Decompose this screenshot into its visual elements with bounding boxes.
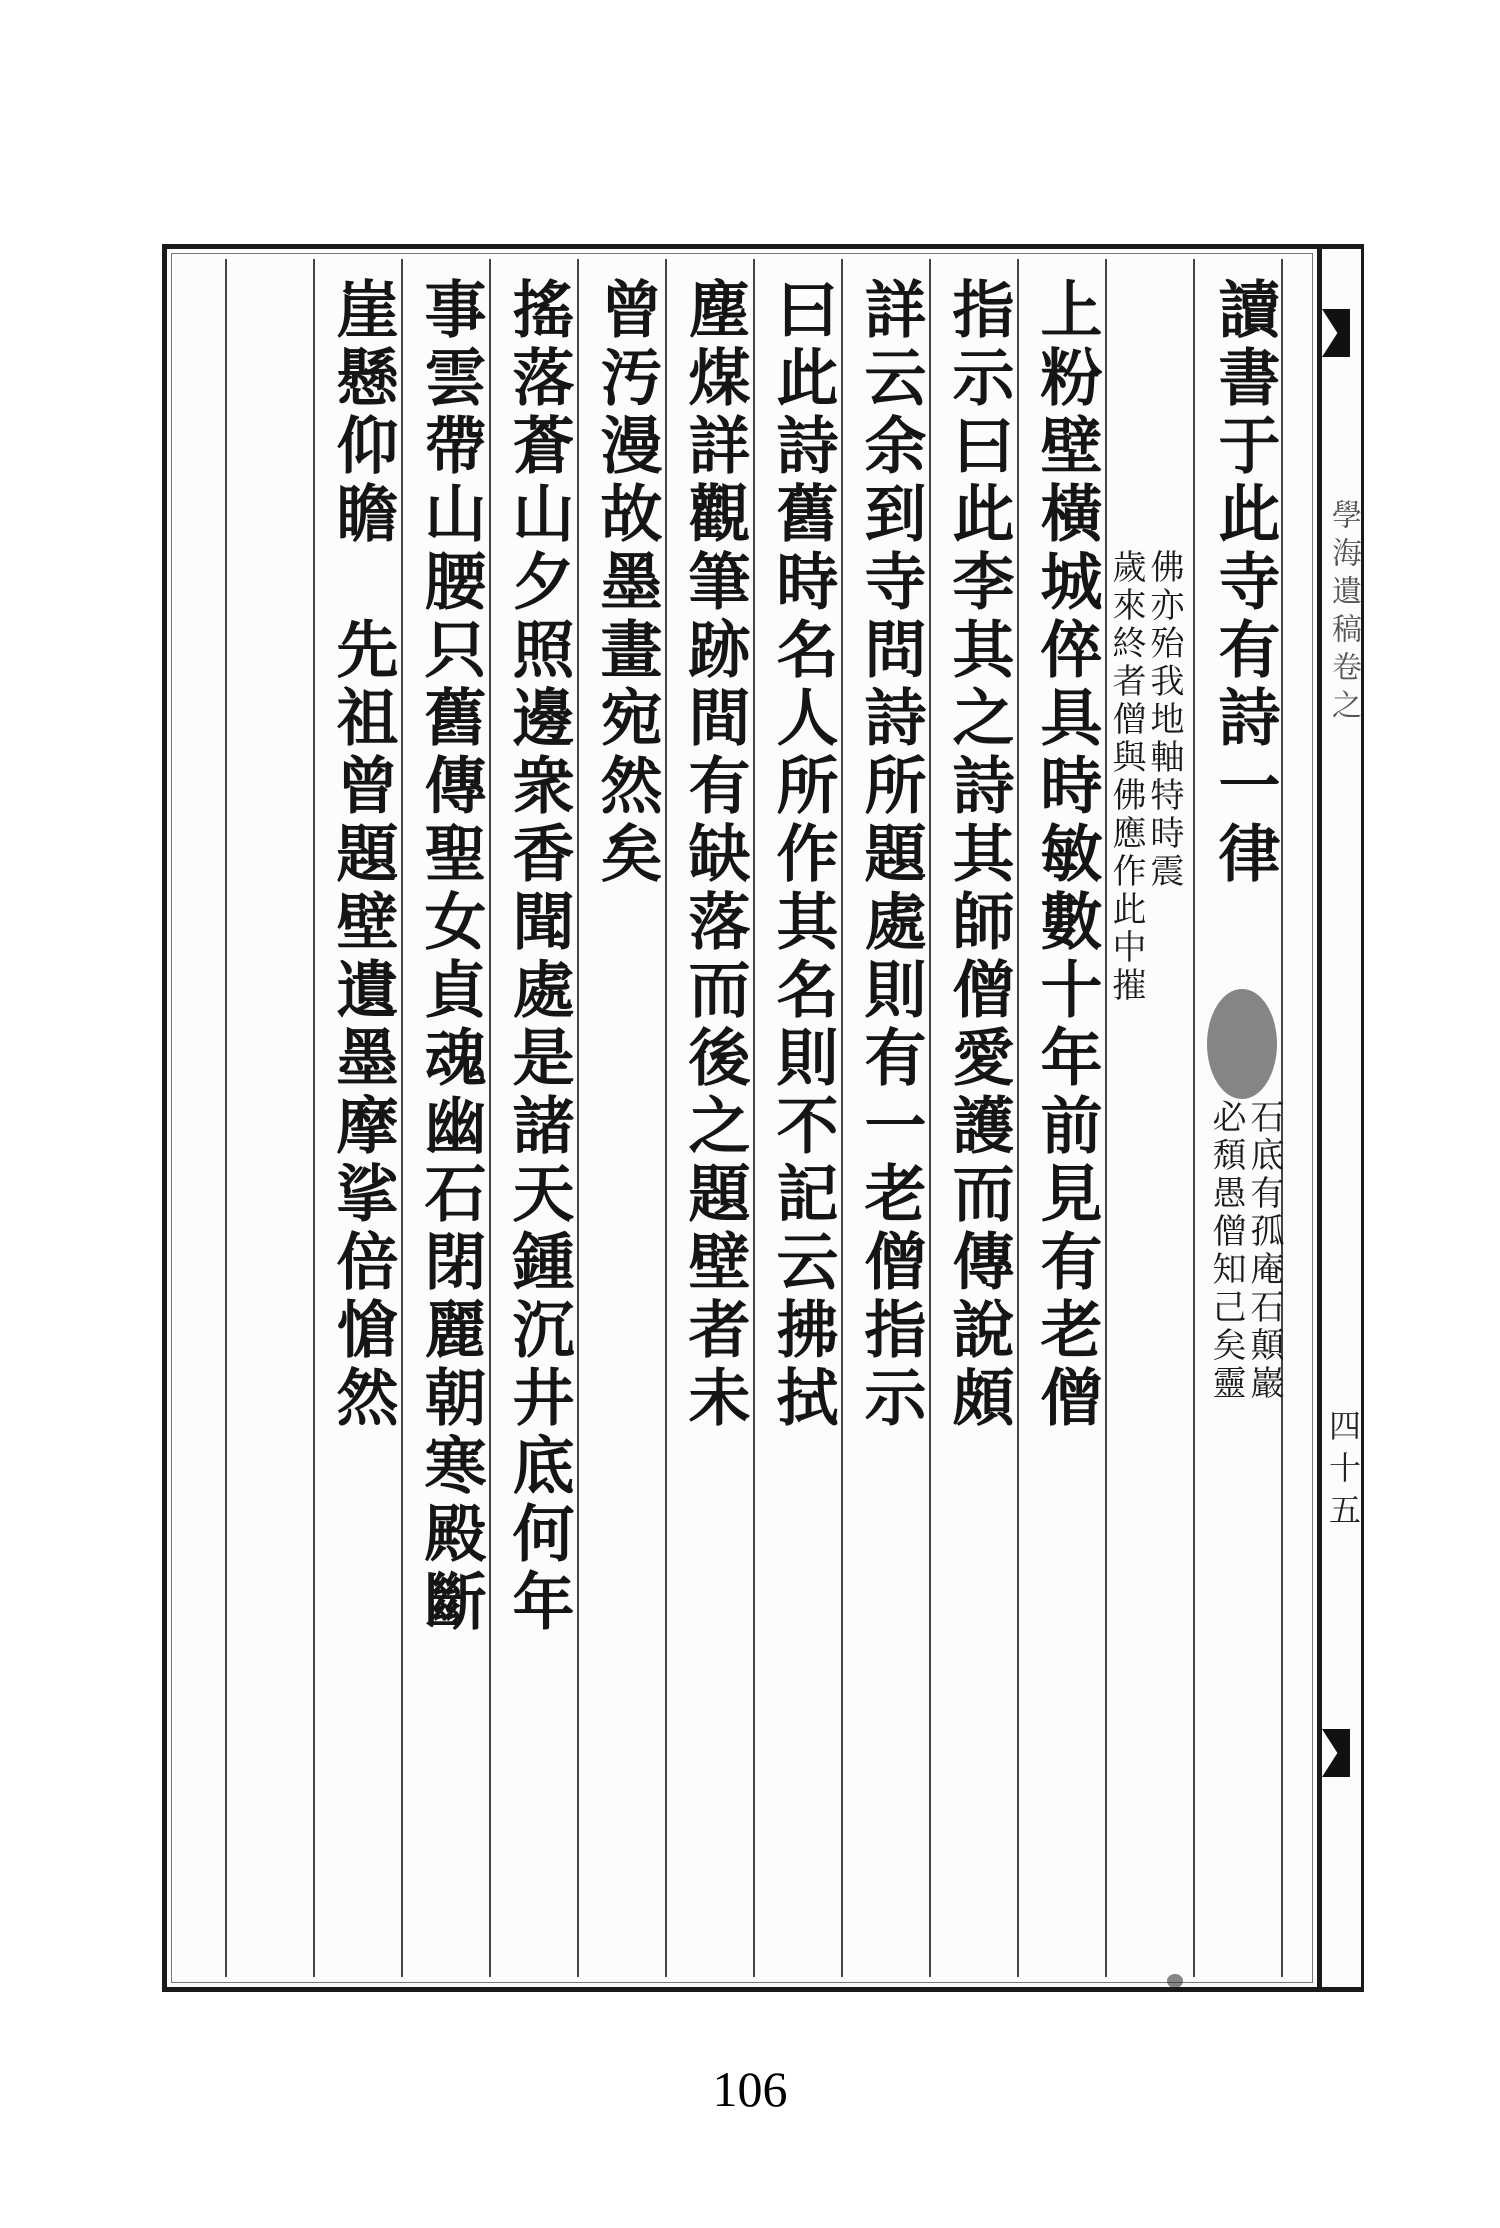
annotation-column: 必頹愚僧知己矣靈	[1206, 1099, 1246, 1403]
column-rule	[929, 259, 931, 1977]
text-block	[162, 244, 1322, 1992]
text-column: 上粉壁橫城倅具時敏數十年前見有老僧	[1030, 277, 1103, 1433]
text-column: 讀書于此寺有詩一律	[1208, 277, 1281, 889]
annotation-column: 歲來終者僧與佛應作此中摧	[1106, 549, 1146, 1005]
poem-column: 搖落蒼山夕照邊衆香聞處是諸天鍾沉井底何年	[502, 277, 575, 1637]
column-rule	[1017, 259, 1019, 1977]
poem-column: 事雲帶山腰只舊傳聖女貞魂幽石閉麗朝寒殿斷	[414, 277, 487, 1637]
column-rule	[225, 259, 227, 1977]
column-rule	[841, 259, 843, 1977]
annotation-column: 石底有孤庵石顛巖	[1244, 1099, 1284, 1403]
annotation-column: 佛亦殆我地軸特時震	[1144, 549, 1184, 891]
text-column: 曾汚漫故墨畫宛然矣	[590, 277, 663, 889]
column-rule	[665, 259, 667, 1977]
column-rule	[313, 259, 315, 1977]
column-rule	[753, 259, 755, 1977]
column-rule	[489, 259, 491, 1977]
fish-tail-mark-top	[1322, 309, 1350, 357]
column-rule	[577, 259, 579, 1977]
ink-smudge	[1167, 1974, 1183, 1988]
fish-tail-mark-bottom	[1322, 1729, 1350, 1777]
text-column: 曰此詩舊時名人所作其名則不記云拂拭	[766, 277, 839, 1433]
ink-smudge	[1207, 989, 1277, 1099]
poem-column: 崖懸仰瞻 先祖曾題壁遺墨摩挲倍愴然	[326, 277, 399, 1433]
text-column: 塵煤詳觀筆跡間有缺落而後之題壁者未	[678, 277, 751, 1433]
fore-edge	[1322, 244, 1364, 1992]
text-column: 詳云余到寺問詩所題處則有一老僧指示	[854, 277, 927, 1433]
margin-title: 學海遺稿卷之	[1326, 499, 1361, 727]
page-number: 106	[712, 2061, 788, 2117]
column-rule	[1193, 259, 1195, 1977]
column-rule	[401, 259, 403, 1977]
text-column: 指示曰此李其之詩其師僧愛護而傳說頗	[942, 277, 1015, 1433]
margin-folio: 四十五	[1324, 1409, 1362, 1535]
